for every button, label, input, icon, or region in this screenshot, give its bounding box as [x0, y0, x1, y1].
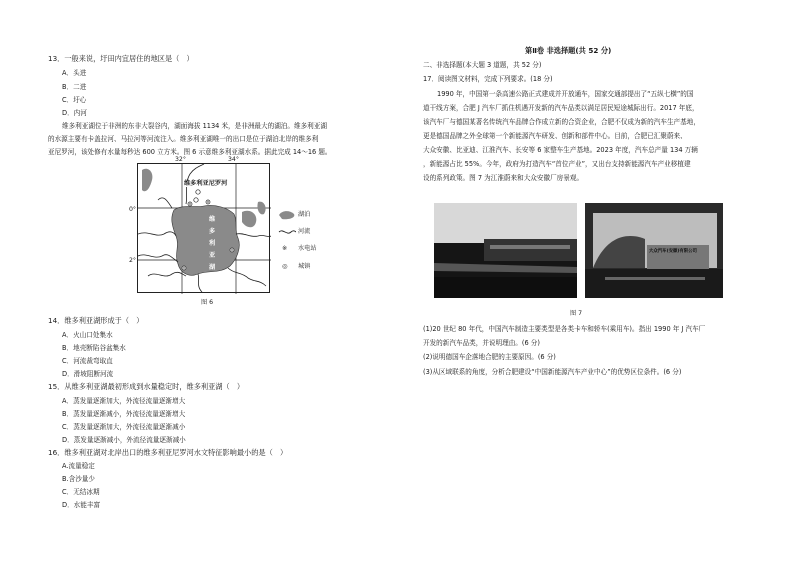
option-d: D．滑坡阻断河流 [62, 370, 114, 378]
passage-line: 道干线方案，合肥 J 汽车厂抓住机遇开发新的汽车品类以满足居民短途城际出行。2017 年底， [423, 104, 699, 112]
option-a: A．头进 [62, 69, 87, 77]
option-b: B.含沙量少 [62, 475, 95, 483]
passage-line: 更是德国品牌之外全球第一个新能源汽车研发、创新和部件中心。目前，合肥已汇聚蔚来、 [423, 132, 687, 140]
option-c: C．无结冰期 [62, 488, 100, 496]
company-sign: 大众汽车(安徽)有限公司 [649, 249, 697, 254]
lake-label-char: 维 [209, 216, 216, 223]
longitude-label: 32° [175, 156, 186, 163]
power-station-icon: ※ [282, 245, 288, 252]
option-b: B．蒸发量逐渐减小，外流径流量逐渐增大 [62, 410, 186, 418]
latitude-label: 2° [129, 257, 137, 264]
question-stem: 16．维多利亚湖对北岸出口的维多利亚尼罗河水文特征影响最小的是（ ） [48, 448, 288, 457]
legend-label: 水电站 [298, 245, 317, 252]
passage-line: 的水源主要有卡盖拉河、马拉河等河流注入。维多利亚湖唯一的出口是位于湖泊北岸的维多利 [48, 135, 319, 143]
passage-line: 1990 年，中国第一条高速公路正式建成并开放通车，国家交通部提出了“五纵七横”的国 [437, 90, 694, 98]
option-a: A．蒸发量逐渐加大，外流径流量逐渐增大 [62, 397, 186, 405]
factory-photo-1 [434, 203, 577, 298]
option-c: C．圩心 [62, 96, 87, 104]
option-d: D．水能丰富 [62, 501, 101, 509]
factory-photo-2 [585, 203, 723, 298]
option-a: A．火山口处集水 [62, 331, 113, 339]
option-d: D．蒸发量逐渐减小，外流径流量逐渐减小 [62, 436, 186, 444]
passage-line: 该汽车厂与德国某著名传统汽车品牌合作成立新的合资企业，合肥不仅成为新的汽车生产基地， [423, 118, 700, 126]
option-c: C．河流裁弯取直 [62, 357, 113, 365]
section-title: 第Ⅱ卷 非选择题(共 52 分) [525, 46, 612, 55]
subquestion-line: (2)说明德国车企落地合肥的主要原因。(6 分) [423, 353, 556, 361]
lake-label-char: 湖 [209, 264, 216, 271]
subquestion-line: (3)从区域联系的角度，分析合肥建设“中国新能源汽车产业中心”的优势区位条件。(6 分) [423, 368, 682, 376]
option-b: B．二进 [62, 83, 87, 91]
passage-line: 大众安徽、比亚迪、江淮汽车、长安等 6 家整车生产基地。2023 年度，汽车总产量 134 万辆 [423, 146, 698, 154]
legend-label: 湖泊 [298, 211, 311, 218]
passage-line: 维多利亚湖位于非洲的东非大裂谷内，湖面海拔 1134 米，是非洲最大的湖泊。维多利亚湖 [62, 122, 327, 130]
option-d: D．内河 [62, 109, 87, 117]
river-label: 维多利亚尼罗河 [184, 180, 228, 187]
subquestion-line: (1)20 世纪 80 年代，中国汽车制造主要类型是各类卡车和轿车(乘用车)。指出 1990 年 J 汽车厂 [423, 325, 706, 333]
figure-caption: 图 7 [570, 310, 583, 317]
section-subtitle: 二、非选择题(本大题 3 道题，共 52 分) [423, 61, 542, 69]
lake-icon [278, 210, 296, 220]
river-icon [278, 228, 296, 236]
latitude-label: 0° [129, 206, 137, 213]
question-stem: 15．从维多利亚湖最初形成到水量稳定时，维多利亚湖（ ） [48, 382, 245, 391]
passage-line: ，新能源占比 55%。今年，政府为打造汽车“首位产业”，又出台支持新能源汽车产业移植建 [423, 160, 691, 168]
option-a: A.流量稳定 [62, 462, 95, 470]
lake-label-char: 多 [209, 228, 216, 235]
longitude-label: 34° [228, 156, 239, 163]
figure-caption: 图 6 [201, 299, 214, 306]
lake-label-char: 亚 [209, 252, 216, 259]
question-17-head: 17．阅读图文材料，完成下列要求。(18 分) [423, 75, 553, 83]
question-stem: 13．一般来说，圩田内宜居住的地区是（ ） [48, 54, 194, 63]
passage-line: 设的系列政策。图 7 为江淮蔚来和大众安徽厂房景观。 [423, 174, 584, 182]
option-c: C．蒸发量逐渐加大，外流径流量逐渐减小 [62, 423, 186, 431]
option-b: B．地壳断陷谷盆集水 [62, 344, 126, 352]
passage-line: 亚尼罗河，该处修有水量每秒达 600 立方米。图 6 示意维多利亚湖水系。据此完成 14～16 题。 [48, 148, 332, 156]
legend-label: 城镇 [298, 263, 311, 270]
question-stem: 14．维多利亚湖形成于（ ） [48, 316, 144, 325]
subquestion-line: 开发的新汽车品类，并说明理由。(6 分) [423, 339, 540, 347]
map-frame [137, 163, 270, 293]
lake-label-char: 利 [209, 240, 216, 247]
town-icon: ◎ [282, 263, 288, 270]
legend-label: 河流 [298, 228, 311, 235]
